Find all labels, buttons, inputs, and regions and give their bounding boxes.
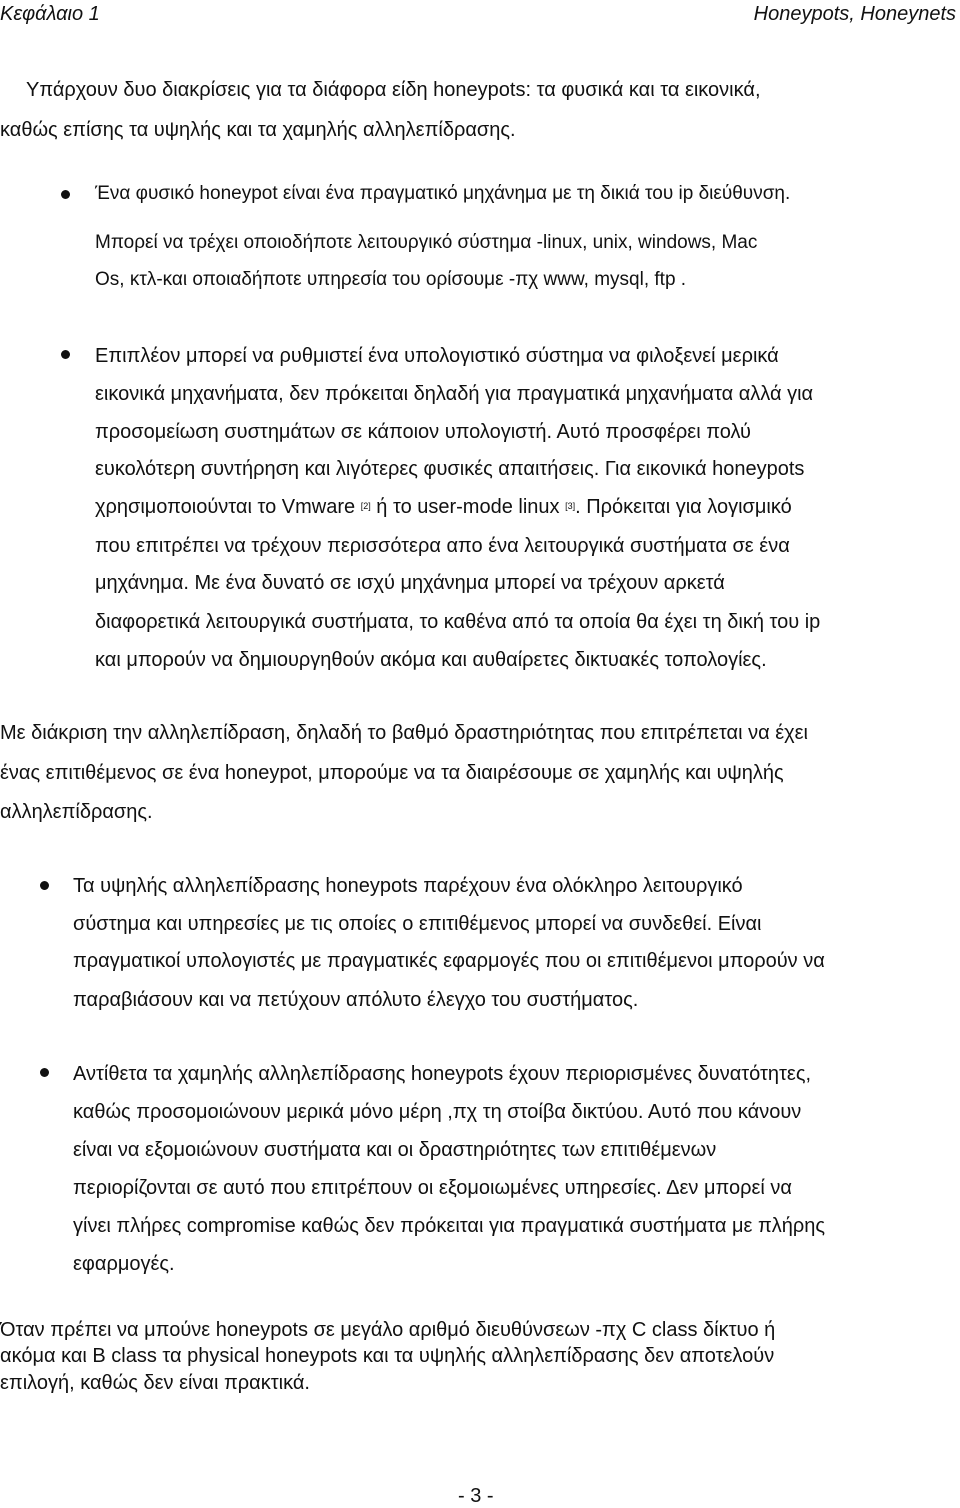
bullet-dot: [40, 881, 49, 890]
virtual-line-4: ευκολότερη συντήρηση και λιγότερες φυσικές απαιτήσεις. Για εικονικά honeypots: [95, 458, 805, 480]
intro-line-1: Υπάρχουν δυο διακρίσεις για τα διάφορα είδη honeypots: τα φυσικά και τα εικονικά,: [26, 79, 761, 101]
virtual-line-8: διαφορετικά λειτουργικά συστήματα, το καθένα από τα οποία θα έχει τη δική του ip: [95, 611, 821, 633]
high-line-4: παραβιάσουν και να πετύχουν απόλυτο έλεγχο του συστήματος.: [73, 989, 639, 1011]
low-line-1: Αντίθετα τα χαμηλής αλληλεπίδρασης honeypots έχουν περιορισμένες δυνατότητες,: [73, 1063, 812, 1085]
page-number: - 3 -: [458, 1485, 494, 1507]
low-line-6: εφαρμογές.: [73, 1253, 175, 1275]
virtual-line-6: που επιτρέπει να τρέχουν περισσότερα απο ένα λειτουργικά συστήματα σε ένα: [95, 535, 790, 557]
uml-text: ή το user-mode linux: [376, 496, 566, 518]
section-title: Honeypots, Honeynets: [753, 3, 956, 25]
high-line-1: Τα υψηλής αλληλεπίδρασης honeypots παρέχουν ένα ολόκληρο λειτουργικό: [73, 875, 743, 897]
high-line-3: πραγματικοί υπολογιστές με πραγματικές εφαρμογές που οι επιτιθέμενοι μπορούν να: [73, 950, 825, 972]
intro-line-2: καθώς επίσης τα υψηλής και τα χαμηλής αλληλεπίδρασης.: [0, 119, 516, 141]
interaction-line-3: αλληλεπίδρασης.: [0, 801, 153, 823]
low-line-5: γίνει πλήρες compromise καθώς δεν πρόκειται για πραγματικά συστήματα με πλήρης: [73, 1215, 826, 1237]
high-line-2: σύστημα και υπηρεσίες με τις οποίες ο επιτιθέμενος μπορεί να συνδεθεί. Είναι: [73, 913, 762, 935]
citation-ref-2[interactable]: [2]: [360, 501, 371, 511]
virtual-line-3: προσομείωση συστημάτων σε κάποιον υπολογιστή. Αυτό προσφέρει πολύ: [95, 421, 751, 443]
bullet-dot: [61, 190, 70, 199]
virtual-line-7: μηχάνημα. Με ένα δυνατό σε ισχύ μηχάνημα μπορεί να τρέχουν αρκετά: [95, 572, 725, 594]
physical-line-1: Ένα φυσικό honeypot είναι ένα πραγματικό μηχάνημα με τη δικιά του ip διεύθυνση.: [95, 183, 791, 204]
vmware-text: χρησιμοποιούνται το Vmware: [95, 496, 361, 518]
bullet-dot: [61, 350, 70, 359]
closing-line-1: Όταν πρέπει να μπούνε honeypots σε μεγάλο αριθμό διευθύνσεων -πχ C class δίκτυο ή: [0, 1319, 776, 1341]
physical-line-3: Os, κτλ-και οποιαδήποτε υπηρεσία του ορίσουμε -πχ www, mysql, ftp .: [95, 269, 687, 290]
low-line-2: καθώς προσομοιώνουν μερικά μόνο μέρη ,πχ τη στοίβα δικτύου. Αυτό που κάνουν: [73, 1101, 802, 1123]
virtual-line-1: Επιπλέον μπορεί να ρυθμιστεί ένα υπολογιστικό σύστημα να φιλοξενεί μερικά: [95, 345, 779, 367]
running-header: [0, 0, 960, 30]
low-line-4: περιορίζονται σε αυτό που επιτρέπουν οι εξομοιωμένες υπηρεσίες. Δεν μπορεί να: [73, 1177, 792, 1199]
closing-line-3: επιλογή, καθώς δεν είναι πρακτικά.: [0, 1372, 310, 1394]
physical-line-2: Μπορεί να τρέχει οποιοδήποτε λειτουργικό σύστημα -linux, unix, windows, Mac: [95, 232, 758, 253]
virtual-line-5-tail: . Πρόκειται για λογισμικό: [575, 496, 792, 518]
virtual-line-9: και μπορούν να δημιουργηθούν ακόμα και αυθαίρετες δικτυακές τοπολογίες.: [95, 649, 767, 671]
virtual-line-5: [95, 495, 792, 519]
virtual-line-2: εικονικά μηχανήματα, δεν πρόκειται δηλαδή για πραγματικά μηχανήματα αλλά για: [95, 383, 814, 405]
citation-ref-3[interactable]: [3]: [565, 501, 576, 511]
closing-line-2: ακόμα και B class τα physical honeypots και τα υψηλής αλληλεπίδρασης δεν αποτελούν: [0, 1345, 775, 1367]
chapter-label: Κεφάλαιο 1: [0, 3, 100, 25]
interaction-line-2: ένας επιτιθέμενος σε ένα honeypot, μπορούμε να τα διαιρέσουμε σε χαμηλής και υψηλής: [0, 762, 784, 784]
bullet-dot: [40, 1068, 49, 1077]
low-line-3: είναι να εξομοιώνουν συστήματα και οι δραστηριότητες των επιτιθέμενων: [73, 1139, 717, 1161]
interaction-line-1: Με διάκριση την αλληλεπίδραση, δηλαδή το βαθμό δραστηριότητας που επιτρέπεται να έχει: [0, 722, 808, 744]
